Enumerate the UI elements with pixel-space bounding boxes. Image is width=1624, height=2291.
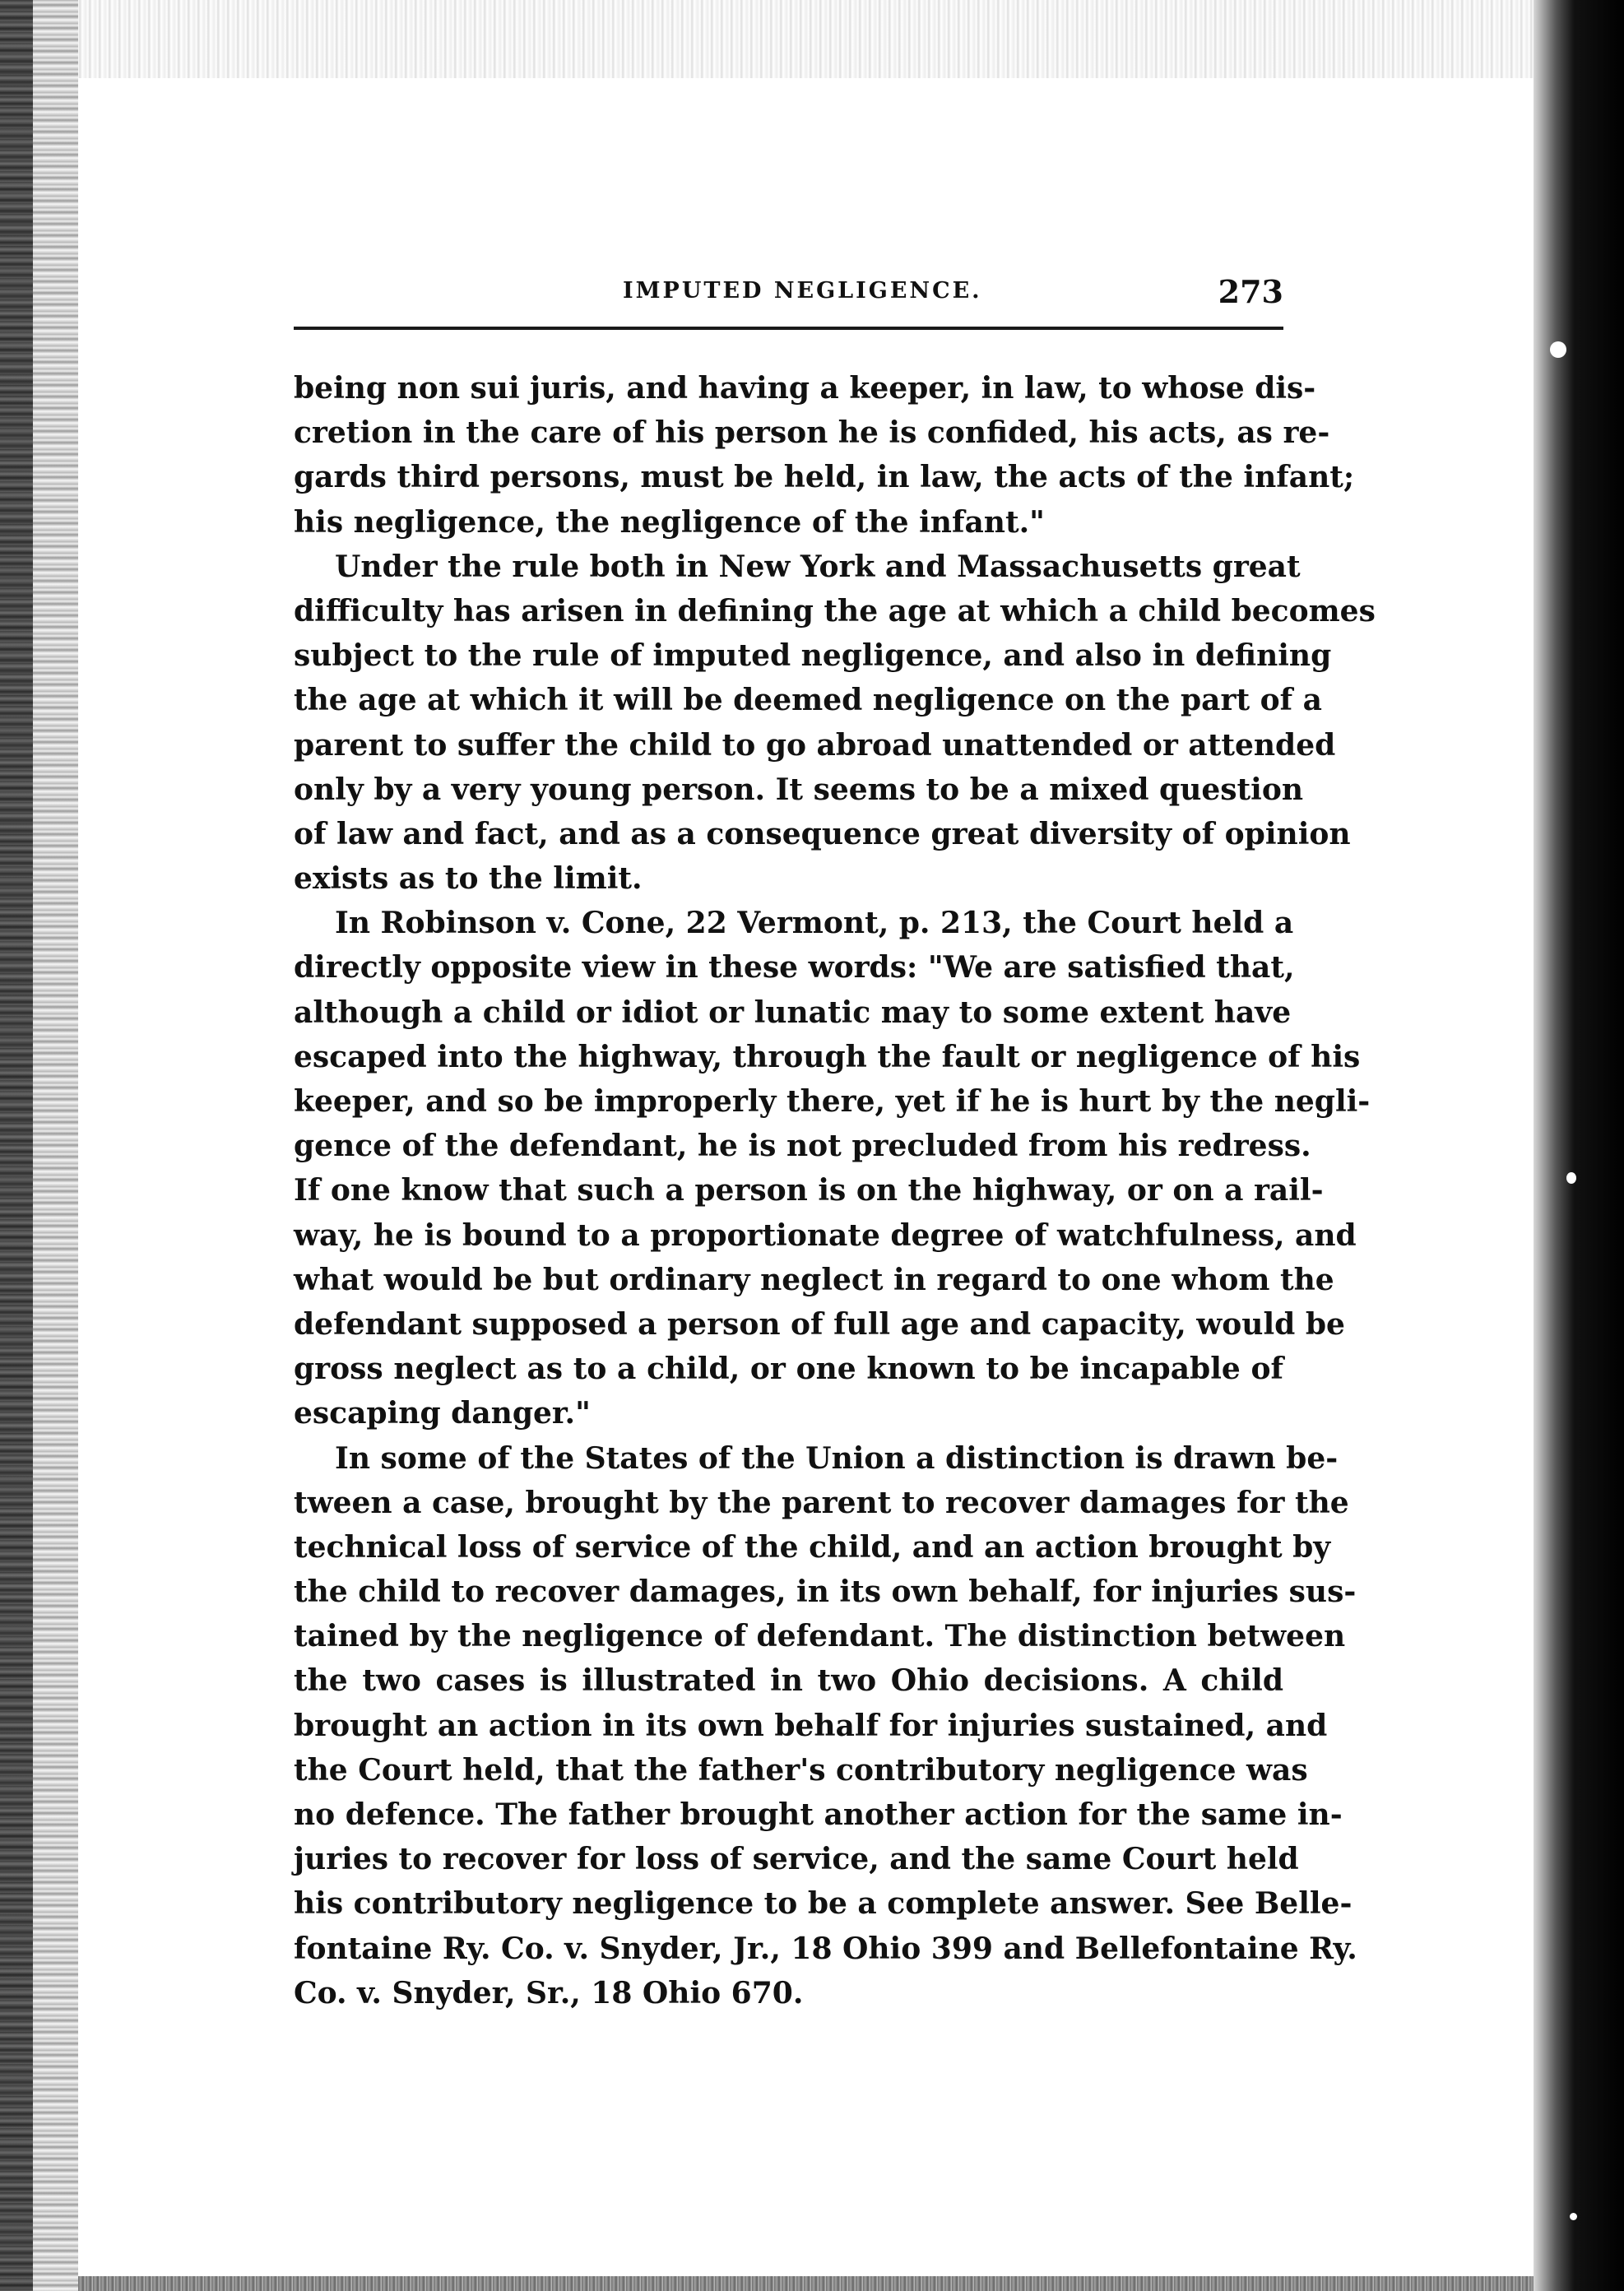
text-line: juries to recover for loss of service, and the same Court held xyxy=(294,1842,1299,1877)
text-line: tween a case, brought by the parent to recover damages for the xyxy=(294,1485,1349,1520)
text-line: If one know that such a person is on the highway, or on a rail- xyxy=(294,1173,1324,1208)
text-line: the Court held, that the father's contributory negligence was xyxy=(294,1752,1308,1788)
scan-edge-bottom xyxy=(78,2276,1534,2291)
text-line: although a child or idiot or lunatic may to some extent have xyxy=(294,995,1292,1030)
text-line: In Robinson v. Cone, 22 Vermont, p. 213, the Court held a xyxy=(335,906,1294,941)
text-line: of law and fact, and as a consequence great diversity of opinion xyxy=(294,816,1351,851)
text-line: difficulty has arisen in defining the age at which a child becomes xyxy=(294,593,1376,628)
text-line: directly opposite view in these words: "We are satisfied that, xyxy=(294,950,1295,986)
paragraph xyxy=(294,545,1376,902)
text-line: the child to recover damages, in its own behalf, for injuries sus- xyxy=(294,1574,1357,1610)
text-line: being non sui juris, and having a keeper, in law, to whose dis- xyxy=(294,371,1316,406)
text-line: tained by the negligence of defendant. The distinction between xyxy=(294,1619,1346,1654)
text-line: escaping danger." xyxy=(294,1396,591,1431)
body-text xyxy=(294,366,1376,2015)
text-line: brought an action in its own behalf for injuries sustained, and xyxy=(294,1708,1328,1743)
text-line: keeper, and so be improperly there, yet if he is hurt by the negli- xyxy=(294,1084,1371,1119)
text-line: subject to the rule of imputed negligence, and also in defining xyxy=(294,638,1332,674)
text-line: defendant supposed a person of full age and capacity, would be xyxy=(294,1306,1345,1342)
text-line: parent to suffer the child to go abroad unattended or attended xyxy=(294,727,1336,763)
text-line: way, he is bound to a proportionate degree of watchfulness, and xyxy=(294,1217,1357,1253)
text-line: exists as to the limit. xyxy=(294,861,643,897)
text-line: fontaine Ry. Co. v. Snyder, Jr., 18 Ohio 399 and Bellefontaine Ry. xyxy=(294,1931,1357,1966)
text-line: technical loss of service of the child, and an action brought by xyxy=(294,1529,1331,1565)
text-line: gence of the defendant, he is not precluded from his redress. xyxy=(294,1129,1311,1164)
paragraph xyxy=(294,1436,1357,2015)
text-line: Co. v. Snyder, Sr., 18 Ohio 670. xyxy=(294,1975,804,2010)
running-head: IMPUTED NEGLIGENCE. xyxy=(623,278,982,304)
text-line: In some of the States of the Union a distinction is drawn be- xyxy=(335,1440,1339,1476)
text-line: no defence. The father brought another action for the same in- xyxy=(294,1797,1343,1832)
text-line: what would be but ordinary neglect in regard to one whom the xyxy=(294,1262,1334,1297)
header-rule xyxy=(294,327,1283,330)
page-number: 273 xyxy=(1218,273,1283,310)
text-line: gross neglect as to a child, or one known to be incapable of xyxy=(294,1352,1283,1387)
paragraph xyxy=(294,366,1355,545)
text-line: escaped into the highway, through the fault or negligence of his xyxy=(294,1039,1361,1074)
text-line: gards third persons, must be held, in law, the acts of the infant; xyxy=(294,460,1355,495)
text-line: cretion in the care of his person he is confided, his acts, as re- xyxy=(294,415,1330,451)
text-line: his negligence, the negligence of the infant." xyxy=(294,504,1045,540)
scan-edge-top xyxy=(78,0,1534,78)
text-line: the two cases is illustrated in two Ohio decisions. A child xyxy=(294,1663,1283,1699)
text-line: Under the rule both in New York and Massachusetts great xyxy=(335,549,1301,584)
scan-edge-right xyxy=(1534,0,1624,2291)
scan-edge-left-dark xyxy=(0,0,33,2291)
paragraph xyxy=(294,901,1371,1435)
text-line: only by a very young person. It seems to be a mixed question xyxy=(294,772,1304,807)
text-line: his contributory negligence to be a complete answer. See Belle- xyxy=(294,1886,1353,1922)
text-line: the age at which it will be deemed negligence on the part of a xyxy=(294,683,1322,718)
page-header xyxy=(294,273,1283,322)
